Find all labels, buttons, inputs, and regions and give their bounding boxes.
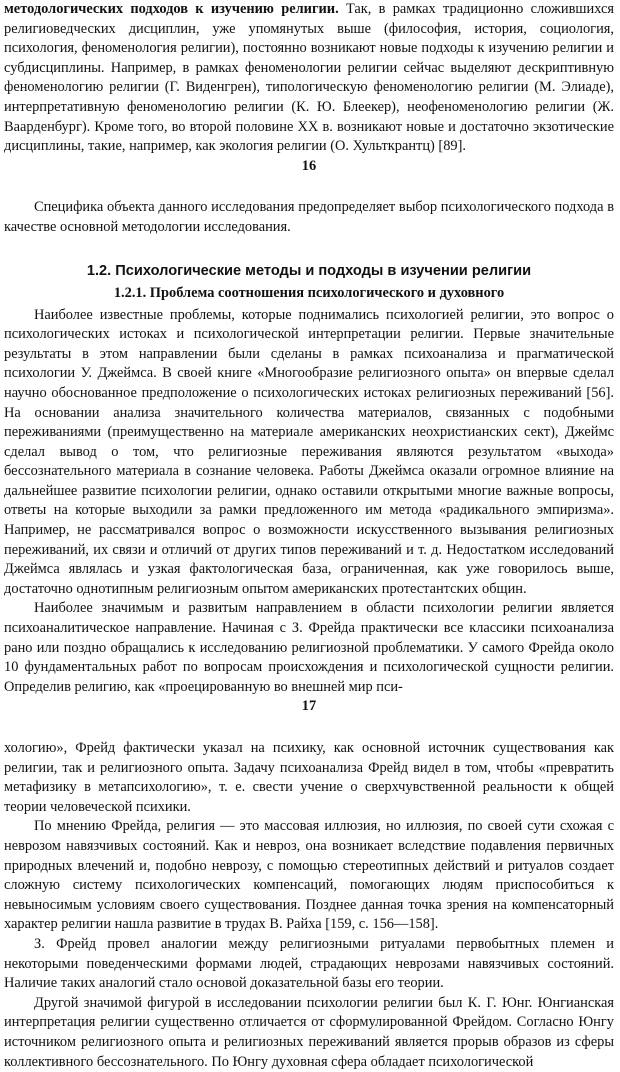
paragraph-intro [4,0,614,157]
spacer [4,238,614,260]
paragraph-psychoanalysis: Наиболее значимым и развитым направлением в области психологии религии является психоаналитическое направление. Начиная с З. Фрейда практически все классики психоанализа рано или поздно обращались к исследованию религиозной проблематики. У самого Фрейда около 10 фундаментальных работ по вопросам происхождения и психологической сущности религии. Определив религию, как «проецированную во внешней мир пси- [4,600,614,695]
intro-text: Так, в рамках традиционно сложившихся религиоведческих дисциплин, уже упомянутых выше (философия, история, социология, психология, феноменология религии), постоянно возникают новые подходы к изучению религии и субдисциплины. Например, в рамках феноменологии религии сейчас выделяют дескриптивную феноменологию религии (Г. Виденгрен), типологическую феноменологию религии (М. Элиаде), интерпретативную феноменологию религии (К. Ю. Блеекер), неофеноменологию религии (Ж. Ваарденбург). Кроме того, во второй половине XX в. возникают новые и достаточно экзотические дисциплины, такие, например, как экология религии (О. Хульткрантц) [89]. [4,1,614,155]
bold-lead-text: методологических подходов к изучению религии. [4,1,339,17]
spacer [4,176,614,198]
paragraph-james: Наиболее известные проблемы, которые поднимались психологией религии, это вопрос о психологических истоках и психологической интерпретации религии. Первые значительные результаты в этом направлении были сделаны в рамках психоанализа и прагматической психологии У. Джеймса. В своей книге «Многообразие религиозного опыта» он впервые сделал научно обоснованное предположение о психологических истоках религиозных переживаний [56]. На основании анализа значительного количества материалов, связанных с подобными переживаниями (преимущественно на материале американских неохристианских сект), Джеймс сделал вывод о том, что религиозные переживания являются результатом «выхода» бессознательного материала в сознание человека. Работы Джеймса оказали огромное влияние на дальнейшее развитие психологии религии, однако оставили открытыми многие важные вопросы, ответы на которые выходили за рамки предложенного им метода «радикального эмпиризма». Например, не рассматривался вопрос о возможности искусственного вызывания религиозных переживаний, их связи и отличий от других типов переживаний и т. д. Недостатком исследований Джеймса являлась и узкая фактологическая база, ограниченная, как уже говорилось выше, достаточно однотипным религиозным опытом американских протестантских общин. [4,306,614,597]
spacer [4,717,614,739]
section-title: 1.2. Психологические методы и подходы в изучении религии [86,262,532,279]
page-number-16: 16 [301,157,317,174]
paragraph-jung: Другой значимой фигурой в исследовании психологии религии был К. Г. Юнг. Юнгианская интерпретация религии существенно отличается от сформулированной Фрейдом. Согласно Юнгу источником религиозного опыта и религиозных переживаний является прорыв образов из сферы коллективного бессознательного. По Юнгу духовная сфера обладает психологической [4,994,614,1070]
paragraph-illusion: По мнению Фрейда, религия — это массовая иллюзия, но иллюзия, по своей сути схожая с неврозом навязчивых состояний. Как и невроз, она возникает вследствие подавления первичных природных влечений и, подобно неврозу, с помощью стереотипных действий и ритуалов создает сложную систему психологических компенсаций, помогающих людям приспособиться к невыносимым условиям своего существования. Позднее данная точка зрения на компенсаторный характер религии нашла развитие в трудах В. Райха [159, с. 156—158]. [4,818,614,933]
subsection-title: 1.2.1. Проблема соотношения психологического и духовного [113,284,505,301]
paragraph-specifics: Специфика объекта данного исследования предопределяет выбор психологического подхода в качестве основной методологии исследования. [4,199,614,235]
paragraph-freud-continued: хологию», Фрейд фактически указал на психику, как основной источник существования как религии, так и религиозного опыта. Задачу психоанализа Фрейд видел в том, чтобы «превратить метафизику в метапсихологию», т. е. свести учение о сверхчувственной реальности к общей теории человеческой психики. [4,740,614,815]
paragraph-analogies: З. Фрейд провел аналогии между религиозными ритуалами первобытных племен и некоторыми поведенческими формами людей, страдающих неврозами навязчивых состояний. Наличие таких аналогий стало основой доказательной базы его теории. [4,935,614,992]
page-number-17: 17 [301,698,317,715]
